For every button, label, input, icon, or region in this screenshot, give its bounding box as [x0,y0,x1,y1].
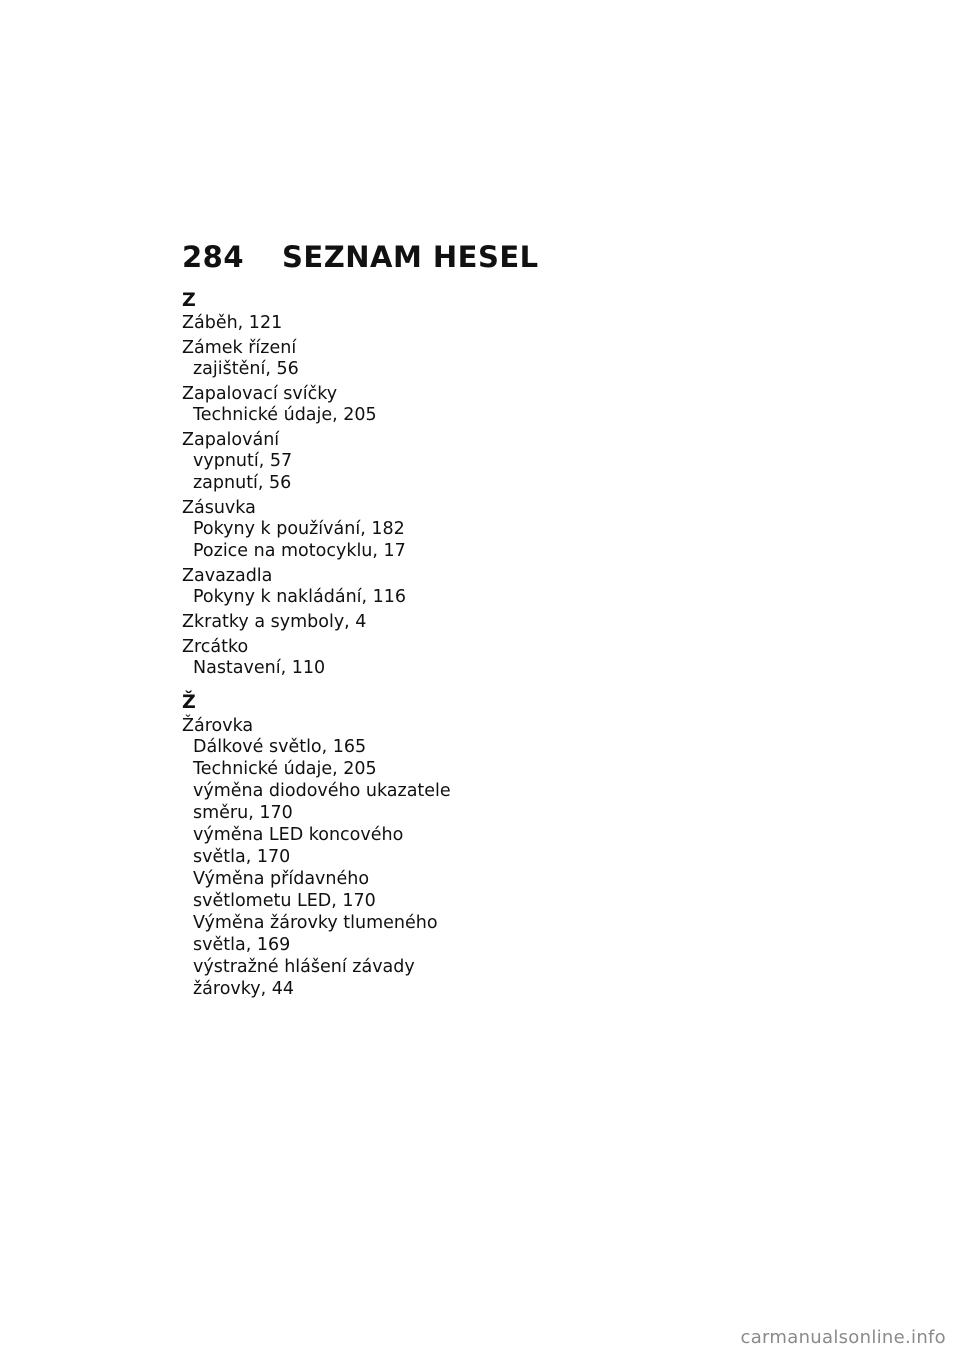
index-term: Zámek řízení [182,338,297,358]
index-subentry: zajištění, 56 [193,359,299,379]
page-header [182,240,539,280]
index-subentry: výměna diodového ukazatele [193,781,451,801]
watermark: carmanualsonline.info [740,1327,946,1348]
index-subentry: Výměna žárovky tlumeného [193,913,438,933]
index-term: Žárovka [182,716,254,736]
index-subentry: světla, 169 [193,935,291,955]
index-entry [182,430,602,494]
index-entry [182,566,602,608]
index-entry [182,716,602,1000]
index-subentry: zapnutí, 56 [193,473,292,493]
index-subentry: výstražné hlášení závady [193,957,415,977]
index-entry [182,313,602,334]
page-title: SEZNAM HESEL [282,240,539,274]
index-term: Záběh, 121 [182,313,283,333]
page-number: 284 [182,240,245,274]
index-subentry: Nastavení, 110 [193,658,326,678]
index-subentry: Pozice na motocyklu, 17 [193,541,406,561]
index-entry [182,498,602,562]
index-subentry: Technické údaje, 205 [193,759,377,779]
section-letter-zh: Ž [182,691,196,713]
index-subentry: žárovky, 44 [193,979,295,999]
index-entry [182,338,602,380]
index-list [182,290,602,1000]
index-subentry: výměna LED koncového [193,825,404,845]
index-subentry: Dálkové světlo, 165 [193,737,367,757]
index-subentry: vypnutí, 57 [193,451,293,471]
index-subentry: Pokyny k nakládání, 116 [193,587,407,607]
index-term: Zkratky a symboly, 4 [182,612,367,632]
index-term: Zapalovací svíčky [182,384,338,404]
index-entry [182,384,602,426]
index-subentry: Výměna přídavného [193,869,370,889]
index-subentry: Technické údaje, 205 [193,405,377,425]
section-letter-z: Z [182,289,196,311]
index-term: Zapalování [182,430,280,450]
index-subentry: světlometu LED, 170 [193,891,376,911]
index-subentry: Pokyny k používání, 182 [193,519,405,539]
index-entry [182,612,602,633]
index-subentry: světla, 170 [193,847,291,867]
index-term: Zavazadla [182,566,273,586]
index-term: Zrcátko [182,637,249,657]
index-entry [182,637,602,679]
index-subentry: směru, 170 [193,803,293,823]
index-term: Zásuvka [182,498,256,518]
